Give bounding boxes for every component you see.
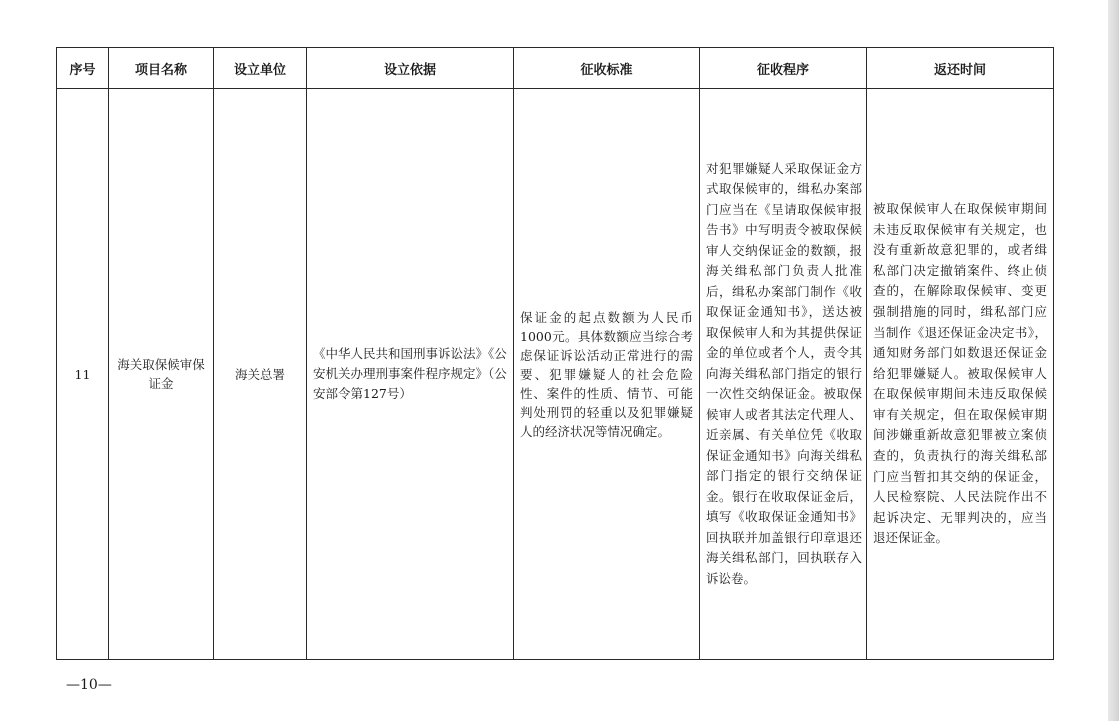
header-unit: 设立单位 <box>214 48 307 89</box>
fee-table <box>56 47 1054 660</box>
header-return-time: 返还时间 <box>867 48 1054 89</box>
header-procedure: 征收程序 <box>700 48 867 89</box>
header-basis: 设立依据 <box>307 48 514 89</box>
cell-project-name: 海关取保候审保证金 <box>109 89 214 660</box>
cell-unit: 海关总署 <box>214 89 307 660</box>
cell-return-time: 被取保候审人在取保候审期间未违反取保候审有关规定，也没有重新故意犯罪的，或者缉私部门决定撤销案件、终止侦查的，在解除取保候审、变更强制措施的同时，缉私部门应当制作《退还保证金决定书》，通知财务部门如数退还保证金给犯罪嫌疑人。被取保候审人在取保候审期间未违反取保候审有关规定，但在取保候审期间涉嫌重新故意犯罪被立案侦查的，负责执行的海关缉私部门应当暂扣其交纳的保证金，人民检察院、人民法院作出不起诉决定、无罪判决的，应当退还保证金。 <box>867 89 1054 660</box>
header-project-name: 项目名称 <box>109 48 214 89</box>
cell-basis: 《中华人民共和国刑事诉讼法》《公安机关办理刑事案件程序规定》（公安部令第127号） <box>307 89 514 660</box>
table-header-row <box>57 48 1054 89</box>
header-standard: 征收标准 <box>514 48 700 89</box>
cell-procedure: 对犯罪嫌疑人采取保证金方式取保候审的，缉私办案部门应当在《呈请取保候审报告书》中写明责令被取保候审人交纳保证金的数额，报海关缉私部门负责人批准后，缉私办案部门制作《收取保证金通知书》，送达被取保候审人和为其提供保证金的单位或者个人，责令其向海关缉私部门指定的银行一次性交纳保证金。被取保候审人或者其法定代理人、近亲属、有关单位凭《收取保证金通知书》向海关缉私部门指定的银行交纳保证金。银行在收取保证金后，填写《收取保证金通知书》回执联并加盖银行印章退还海关缉私部门，回执联存入诉讼卷。 <box>700 89 867 660</box>
fee-table-container <box>56 47 1053 660</box>
table-row <box>57 89 1054 660</box>
cell-standard: 保证金的起点数额为人民币1000元。具体数额应当综合考虑保证诉讼活动正常进行的需要、犯罪嫌疑人的社会危险性、案件的性质、情节、可能判处刑罚的轻重以及犯罪嫌疑人的经济状况等情况确定。 <box>514 89 700 660</box>
header-number: 序号 <box>57 48 109 89</box>
page-number: —10— <box>66 677 112 693</box>
scan-edge-shadow <box>1108 0 1119 721</box>
cell-number: 11 <box>57 89 109 660</box>
